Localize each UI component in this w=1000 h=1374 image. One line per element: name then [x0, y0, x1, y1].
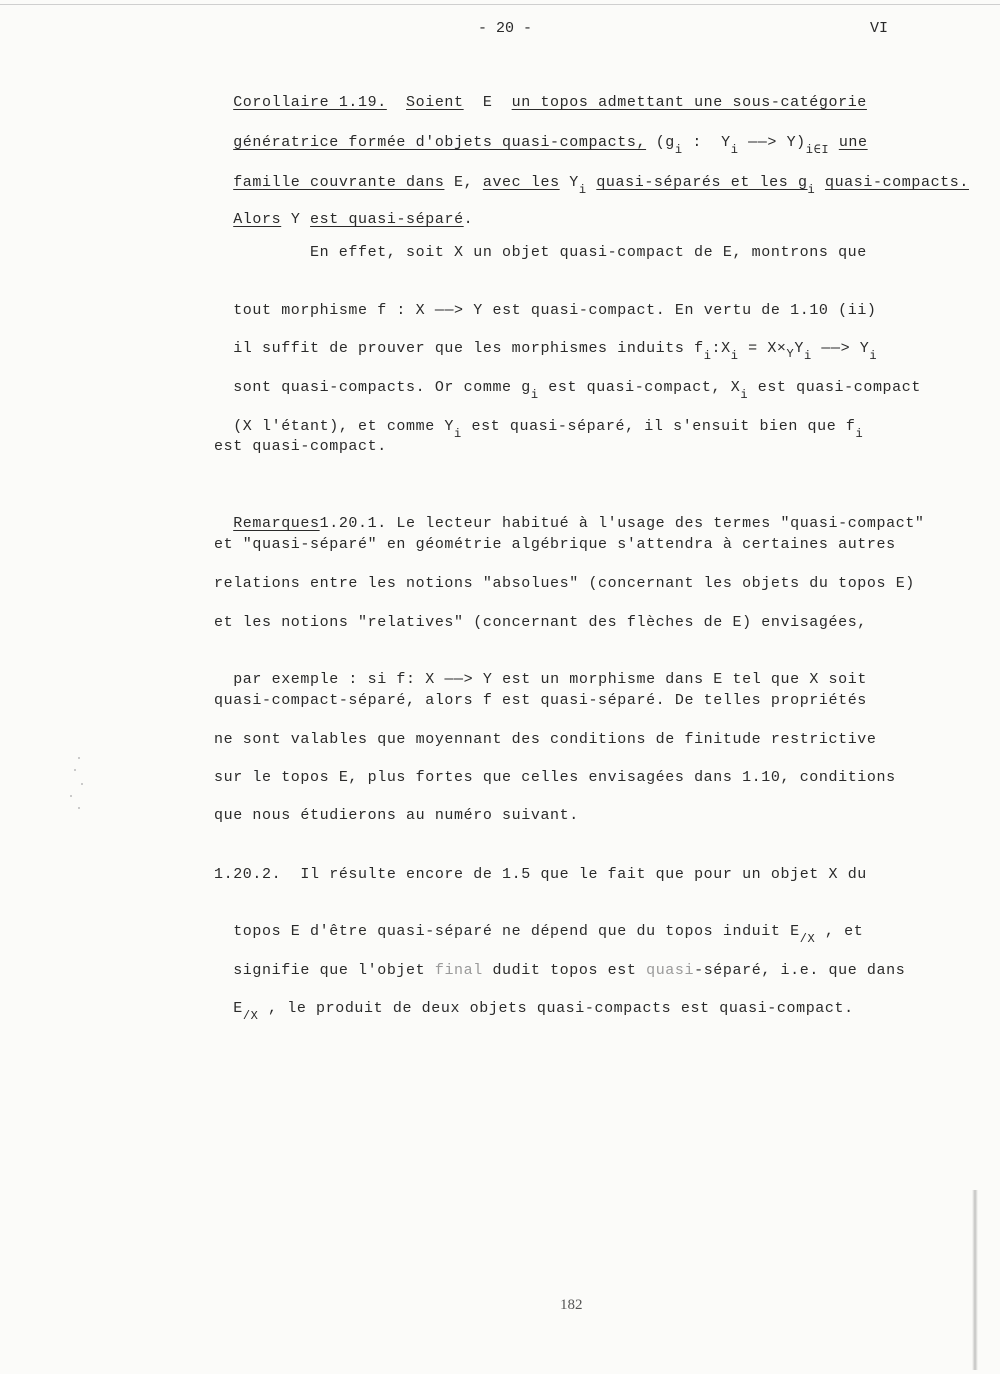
- arrow-symbol: ——>: [821, 340, 851, 357]
- proof-line-2: tout morphisme f : X ——> Y est quasi-compact. En vertu de 1.10 (ii): [233, 302, 877, 319]
- corollary-line-1: Corollaire 1.19. Soient E un topos admettant une sous-catégorie: [233, 94, 867, 111]
- corollary-label: Corollaire 1.19.: [233, 94, 387, 111]
- arrow-symbol: ——>: [748, 134, 777, 151]
- para2-line-3: signifie que l'objet final dudit topos est quasi-séparé, i.e. que dans: [233, 962, 906, 979]
- proof-line-6: est quasi-compact.: [214, 438, 387, 455]
- remark-line-3: relations entre les notions "absolues" (concernant les objets du topos E): [214, 575, 915, 592]
- remark-line-2: et "quasi-séparé" en géométrie algébrique s'attendra à certaines autres: [214, 536, 896, 553]
- remark-line-9: que nous étudierons au numéro suivant.: [214, 807, 579, 824]
- para2-line-1: 1.20.2. Il résulte encore de 1.5 que le fait que pour un objet X du: [214, 866, 867, 883]
- page-number: - 20 -: [478, 20, 533, 37]
- remark-line-5: par exemple : si f: X ——> Y est un morphisme dans E tel que X soit: [233, 671, 867, 688]
- arrow-symbol: ——>: [434, 302, 464, 319]
- remark-line-6: quasi-compact-séparé, alors f est quasi-séparé. De telles propriétés: [214, 692, 867, 709]
- top-edge-line: [0, 4, 1000, 5]
- corollary-line-3: famille couvrante dans E, avec les $Y_i$ quasi-séparés et les $g_i$ quasi-compacts.: [233, 174, 969, 197]
- proof-line-5: (X l'étant), et comme $Y_i$ est quasi-séparé, il s'ensuit bien que $f_i$: [233, 418, 864, 441]
- remark-line-8: sur le topos E, plus fortes que celles envisagées dans 1.10, conditions: [214, 769, 896, 786]
- proof-line-1: En effet, soit X un objet quasi-compact de E, montrons que: [310, 244, 867, 261]
- arrow-symbol: ——>: [444, 671, 474, 688]
- corollary-line-2: génératrice formée d'objets quasi-compacts, ($g_i$ : $Y_i$ ——> $Y)_{i\in I}$ une: [233, 134, 868, 157]
- remark-label: Remarques: [233, 515, 320, 532]
- corollary-line-4: Alors Y est quasi-séparé.: [233, 211, 474, 228]
- para2-line-2: topos E d'être quasi-séparé ne dépend que du topos induit $E_{/X}$ , et: [233, 923, 864, 946]
- folio-number: 182: [560, 1297, 583, 1313]
- proof-line-3: il suffit de prouver que les morphismes induits $f_i:X_i = X\times_YY_i$ ——> $Y_i$: [233, 340, 878, 363]
- scan-specks: [48, 755, 88, 815]
- remark-line-1: Remarques1.20.1. Le lecteur habitué à l'usage des termes "quasi-compact": [233, 515, 925, 532]
- remark-line-7: ne sont valables que moyennant des conditions de finitude restrictive: [214, 731, 877, 748]
- chapter-label: VI: [870, 20, 889, 37]
- remark-line-4: et les notions "relatives" (concernant des flèches de E) envisagées,: [214, 614, 867, 631]
- para2-line-4: $E_{/X}$ , le produit de deux objets quasi-compacts est quasi-compact.: [233, 1000, 854, 1023]
- proof-line-4: sont quasi-compacts. Or comme $g_i$ est quasi-compact, $X_i$ est quasi-compact: [233, 379, 921, 402]
- scan-edge-shadow: [972, 1190, 978, 1370]
